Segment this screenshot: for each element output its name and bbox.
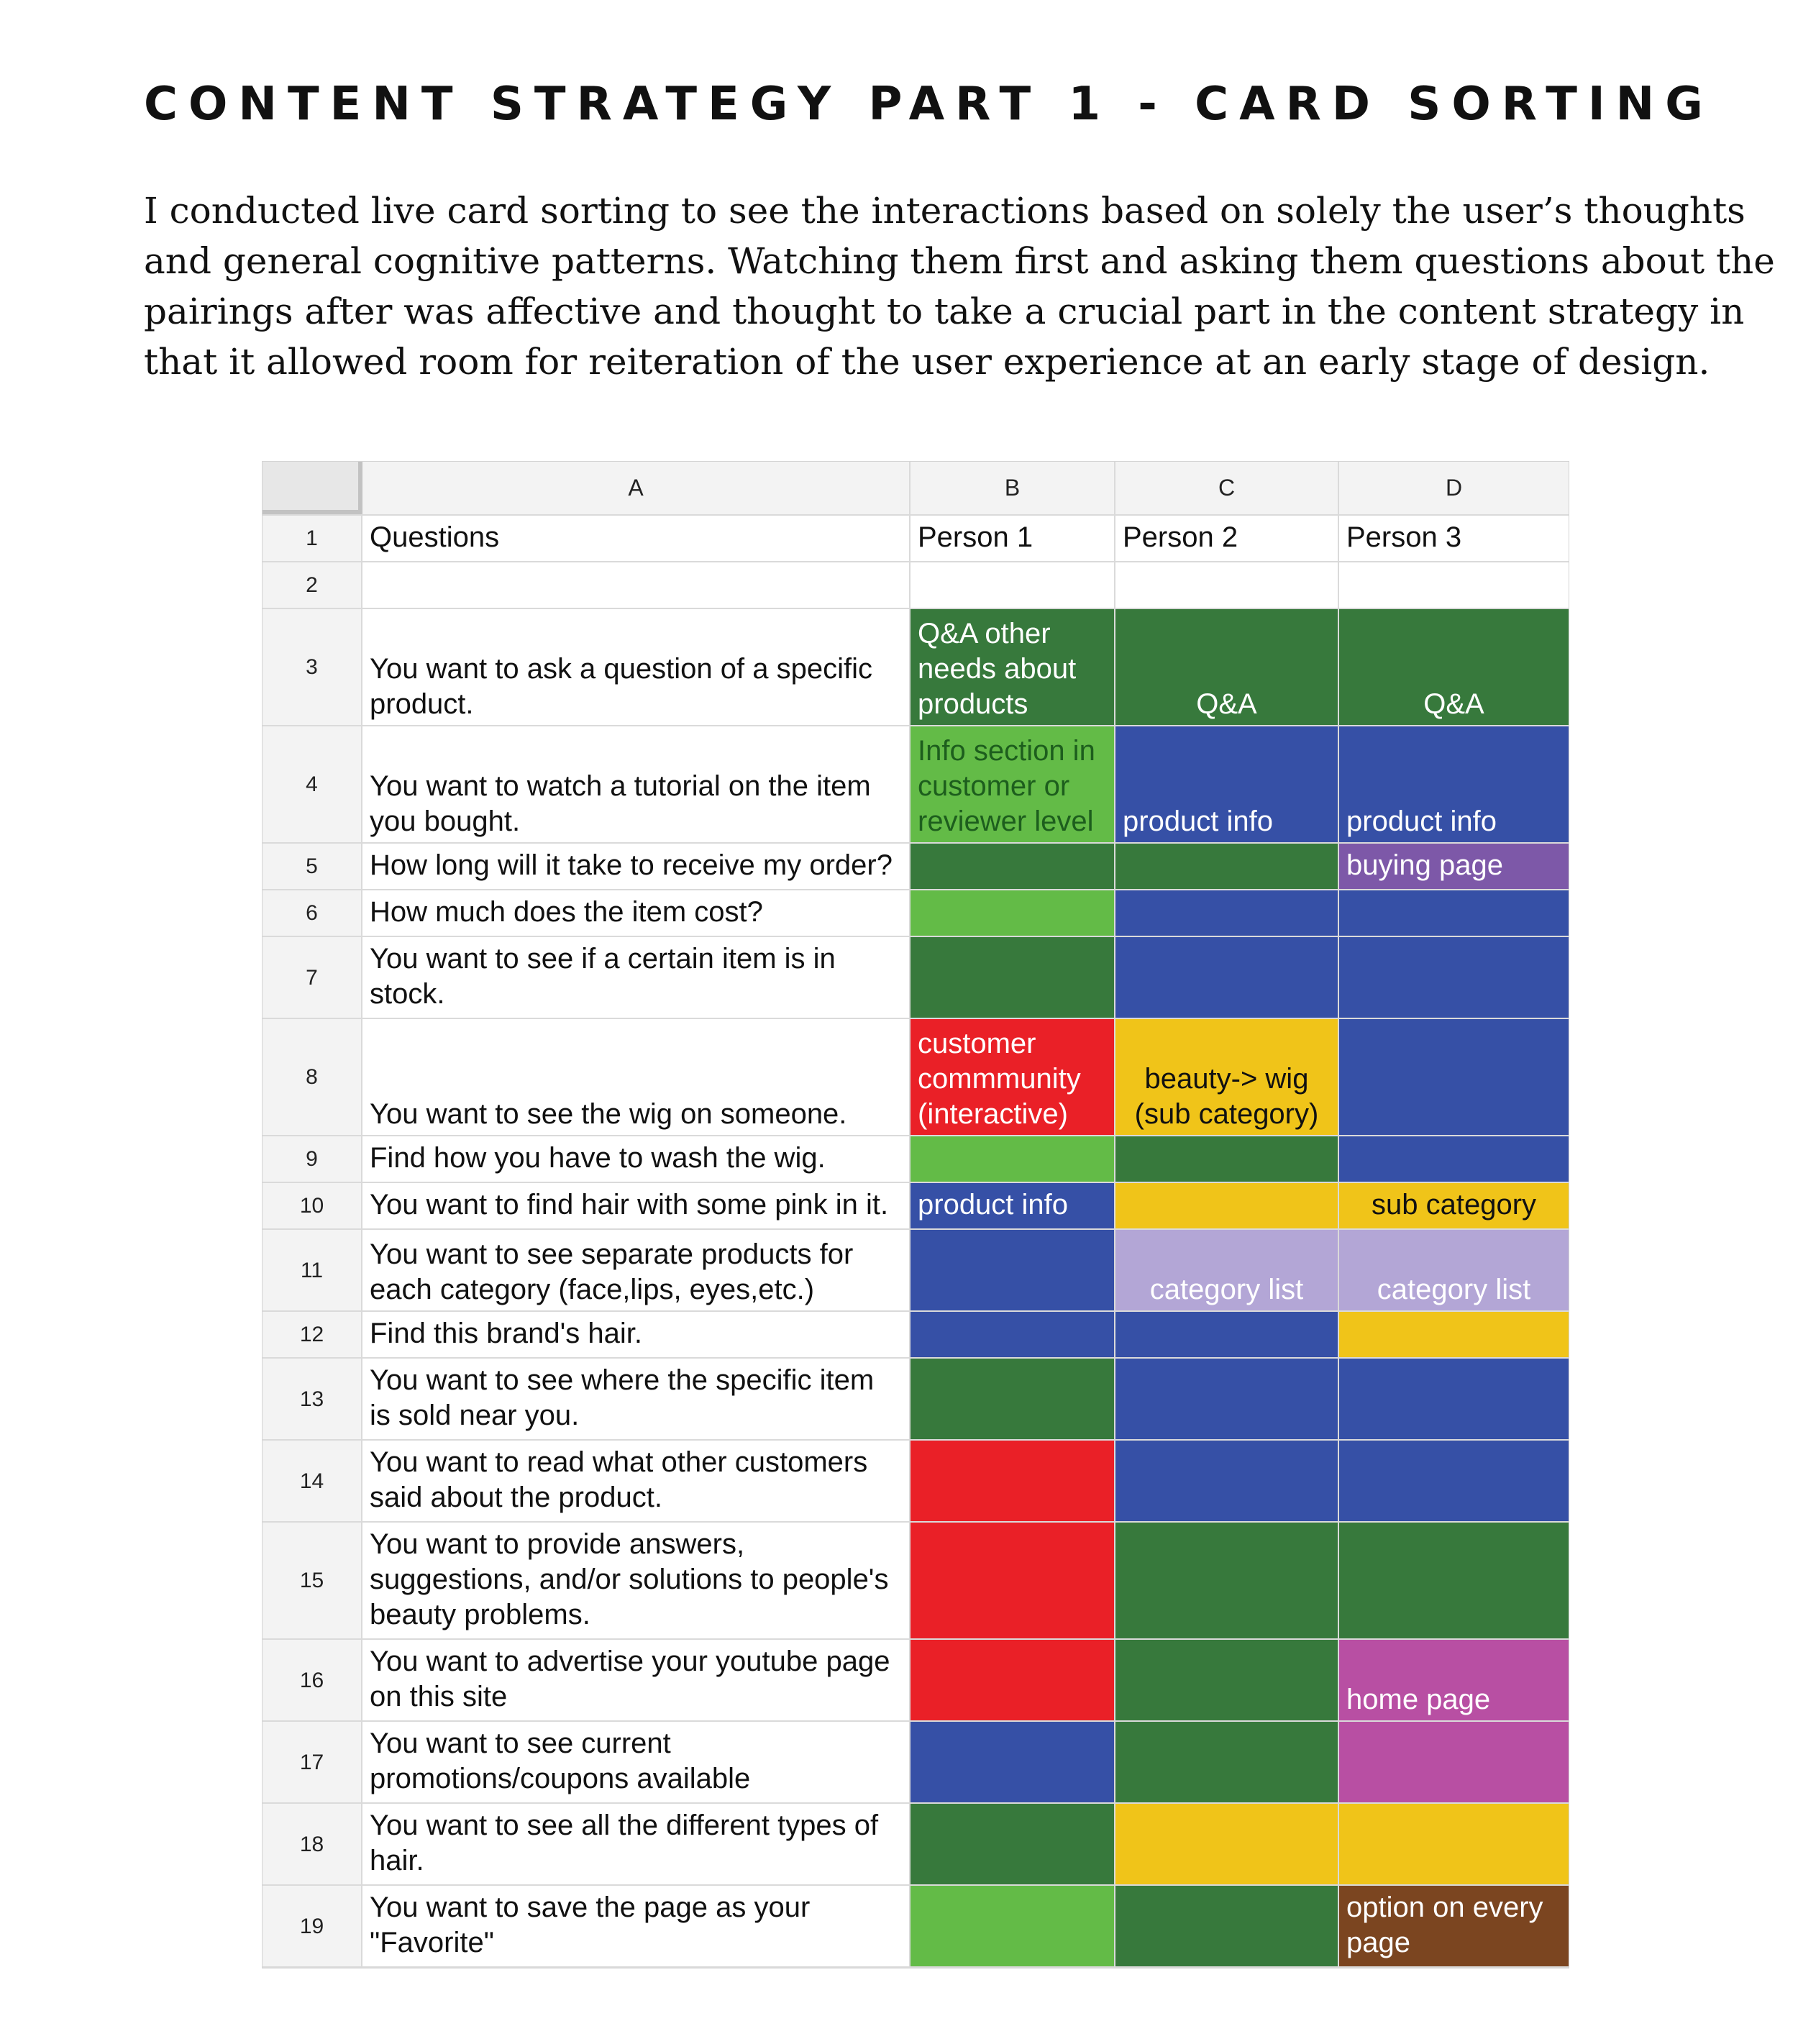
row-number[interactable]: 18	[263, 1804, 362, 1884]
question-cell[interactable]: How long will it take to receive my order?	[362, 844, 911, 889]
person-2-cell[interactable]	[1115, 1441, 1339, 1521]
question-cell[interactable]: You want to see all the different types of hair.	[362, 1804, 911, 1884]
question-cell[interactable]: You want to see if a certain item is in stock.	[362, 937, 911, 1018]
table-row	[263, 937, 1569, 1019]
person-1-cell[interactable]	[911, 1804, 1115, 1884]
question-cell[interactable]: You want to see current promotions/coupons available	[362, 1722, 911, 1802]
person-1-cell[interactable]	[911, 890, 1115, 936]
person-2-cell[interactable]	[1115, 1136, 1339, 1182]
person-3-cell[interactable]	[1339, 937, 1569, 1018]
intro-line: that it allowed room for reiteration of the user experience at an early stage of design.	[144, 341, 1710, 383]
person-2-cell[interactable]: Q&A	[1115, 609, 1339, 725]
person-1-cell[interactable]: customer commmunity (interactive)	[911, 1019, 1115, 1135]
row-number[interactable]: 12	[263, 1312, 362, 1357]
person-3-cell[interactable]	[1339, 1019, 1569, 1135]
person-3-cell[interactable]	[1339, 1722, 1569, 1802]
page-title: CONTENT STRATEGY PART 1 - CARD SORTING	[144, 78, 1714, 131]
person-3-cell[interactable]: Q&A	[1339, 609, 1569, 725]
intro-line: I conducted live card sorting to see the interactions based on solely the user’s thoughts	[144, 190, 1745, 232]
person-1-cell[interactable]	[911, 1136, 1115, 1182]
person-3-cell[interactable]	[1339, 562, 1569, 608]
person-3-cell[interactable]	[1339, 890, 1569, 936]
table-row	[263, 1183, 1569, 1230]
question-cell[interactable]: How much does the item cost?	[362, 890, 911, 936]
intro-line: pairings after was affective and thought to take a crucial part in the content strategy in	[144, 291, 1745, 332]
person-3-cell[interactable]: home page	[1339, 1640, 1569, 1720]
person-2-cell[interactable]	[1115, 1312, 1339, 1357]
table-row	[263, 1230, 1569, 1312]
question-cell[interactable]: You want to see separate products for each category (face,lips, eyes,etc.)	[362, 1230, 911, 1310]
person-3-cell[interactable]: buying page	[1339, 844, 1569, 889]
row-number[interactable]: 2	[263, 562, 362, 608]
question-cell[interactable]: Find this brand's hair.	[362, 1312, 911, 1357]
person-1-cell[interactable]	[911, 1359, 1115, 1439]
person-2-cell[interactable]	[1115, 1804, 1339, 1884]
question-cell[interactable]: You want to see the wig on someone.	[362, 1019, 911, 1135]
person-2-cell[interactable]: Person 2	[1115, 516, 1339, 561]
question-cell[interactable]: You want to read what other customers said about the product.	[362, 1441, 911, 1521]
question-cell[interactable]: Find how you have to wash the wig.	[362, 1136, 911, 1182]
person-3-cell[interactable]: sub category	[1339, 1183, 1569, 1228]
table-row	[263, 1640, 1569, 1722]
table-row	[263, 609, 1569, 726]
intro-line: and general cognitive patterns. Watching them first and asking them questions about the	[144, 240, 1775, 282]
table-row	[263, 1019, 1569, 1136]
person-1-cell[interactable]: Person 1	[911, 516, 1115, 561]
person-2-cell[interactable]: category list	[1115, 1230, 1339, 1310]
person-2-cell[interactable]: product info	[1115, 726, 1339, 842]
row-number[interactable]: 9	[263, 1136, 362, 1182]
row-number[interactable]: 4	[263, 726, 362, 842]
row-number[interactable]: 10	[263, 1183, 362, 1228]
question-cell[interactable]: You want to advertise your youtube page on this site	[362, 1640, 911, 1720]
question-cell[interactable]: You want to watch a tutorial on the item you bought.	[362, 726, 911, 842]
question-cell[interactable]: You want to see where the specific item is sold near you.	[362, 1359, 911, 1439]
row-number[interactable]: 11	[263, 1230, 362, 1310]
table-row	[263, 562, 1569, 609]
table-row	[263, 516, 1569, 562]
person-3-cell[interactable]: category list	[1339, 1230, 1569, 1310]
table-row	[263, 1722, 1569, 1804]
person-3-cell[interactable]	[1339, 1312, 1569, 1357]
table-row	[263, 1886, 1569, 1968]
person-2-cell[interactable]	[1115, 937, 1339, 1018]
person-1-cell[interactable]: Info section in customer or reviewer level	[911, 726, 1115, 842]
column-header-d[interactable]: D	[1339, 462, 1569, 514]
row-number[interactable]: 15	[263, 1523, 362, 1638]
person-1-cell[interactable]	[911, 1640, 1115, 1720]
row-number[interactable]: 14	[263, 1441, 362, 1521]
person-1-cell[interactable]	[911, 1441, 1115, 1521]
table-row	[263, 1136, 1569, 1183]
person-2-cell[interactable]	[1115, 890, 1339, 936]
person-2-cell[interactable]	[1115, 1359, 1339, 1439]
person-2-cell[interactable]	[1115, 844, 1339, 889]
question-cell[interactable]: Questions	[362, 516, 911, 561]
person-2-cell[interactable]	[1115, 1722, 1339, 1802]
intro-paragraph	[144, 186, 1775, 387]
question-cell[interactable]	[362, 562, 911, 608]
row-number[interactable]: 16	[263, 1640, 362, 1720]
table-row	[263, 1359, 1569, 1441]
table-row	[263, 1312, 1569, 1359]
person-1-cell[interactable]	[911, 1886, 1115, 1966]
table-row	[263, 1441, 1569, 1523]
person-1-cell[interactable]: product info	[911, 1183, 1115, 1228]
question-cell[interactable]: You want to ask a question of a specific product.	[362, 609, 911, 725]
person-1-cell[interactable]	[911, 1523, 1115, 1638]
table-row	[263, 1804, 1569, 1886]
person-3-cell[interactable]	[1339, 1804, 1569, 1884]
row-number[interactable]: 6	[263, 890, 362, 936]
person-3-cell[interactable]	[1339, 1136, 1569, 1182]
person-1-cell[interactable]	[911, 1722, 1115, 1802]
row-number[interactable]: 13	[263, 1359, 362, 1439]
person-1-cell[interactable]	[911, 562, 1115, 608]
table-row	[263, 1523, 1569, 1640]
person-1-cell[interactable]	[911, 937, 1115, 1018]
question-cell[interactable]: You want to provide answers, suggestions, and/or solutions to people's beauty problems.	[362, 1523, 911, 1638]
column-header-b[interactable]: B	[911, 462, 1115, 514]
person-2-cell[interactable]	[1115, 1523, 1339, 1638]
person-3-cell[interactable]: option on every page	[1339, 1886, 1569, 1966]
person-1-cell[interactable]: Q&A other needs about products	[911, 609, 1115, 725]
row-number[interactable]: 8	[263, 1019, 362, 1135]
person-2-cell[interactable]	[1115, 1183, 1339, 1228]
column-header-row	[263, 462, 1569, 516]
question-cell[interactable]: You want to find hair with some pink in it.	[362, 1183, 911, 1228]
row-number[interactable]: 17	[263, 1722, 362, 1802]
person-3-cell[interactable]: product info	[1339, 726, 1569, 842]
table-row	[263, 726, 1569, 844]
person-2-cell[interactable]	[1115, 1886, 1339, 1966]
row-number[interactable]: 7	[263, 937, 362, 1018]
card-sorting-spreadsheet	[262, 461, 1569, 1968]
person-1-cell[interactable]	[911, 844, 1115, 889]
sheet-body	[263, 516, 1569, 1968]
column-header-a[interactable]: A	[362, 462, 911, 514]
row-number[interactable]: 3	[263, 609, 362, 725]
table-row	[263, 844, 1569, 890]
question-cell[interactable]: You want to save the page as your "Favorite"	[362, 1886, 911, 1966]
select-all-corner[interactable]	[263, 462, 362, 514]
person-3-cell[interactable]	[1339, 1441, 1569, 1521]
person-2-cell[interactable]	[1115, 562, 1339, 608]
person-2-cell[interactable]	[1115, 1640, 1339, 1720]
person-3-cell[interactable]	[1339, 1359, 1569, 1439]
person-2-cell[interactable]: beauty-> wig (sub category)	[1115, 1019, 1339, 1135]
person-1-cell[interactable]	[911, 1230, 1115, 1310]
person-3-cell[interactable]: Person 3	[1346, 521, 1462, 553]
column-header-c[interactable]: C	[1115, 462, 1339, 514]
row-number[interactable]: 19	[263, 1886, 362, 1966]
row-number[interactable]: 1	[263, 516, 362, 561]
person-1-cell[interactable]	[911, 1312, 1115, 1357]
row-number[interactable]: 5	[263, 844, 362, 889]
table-row	[263, 890, 1569, 937]
person-3-cell[interactable]	[1339, 1523, 1569, 1638]
